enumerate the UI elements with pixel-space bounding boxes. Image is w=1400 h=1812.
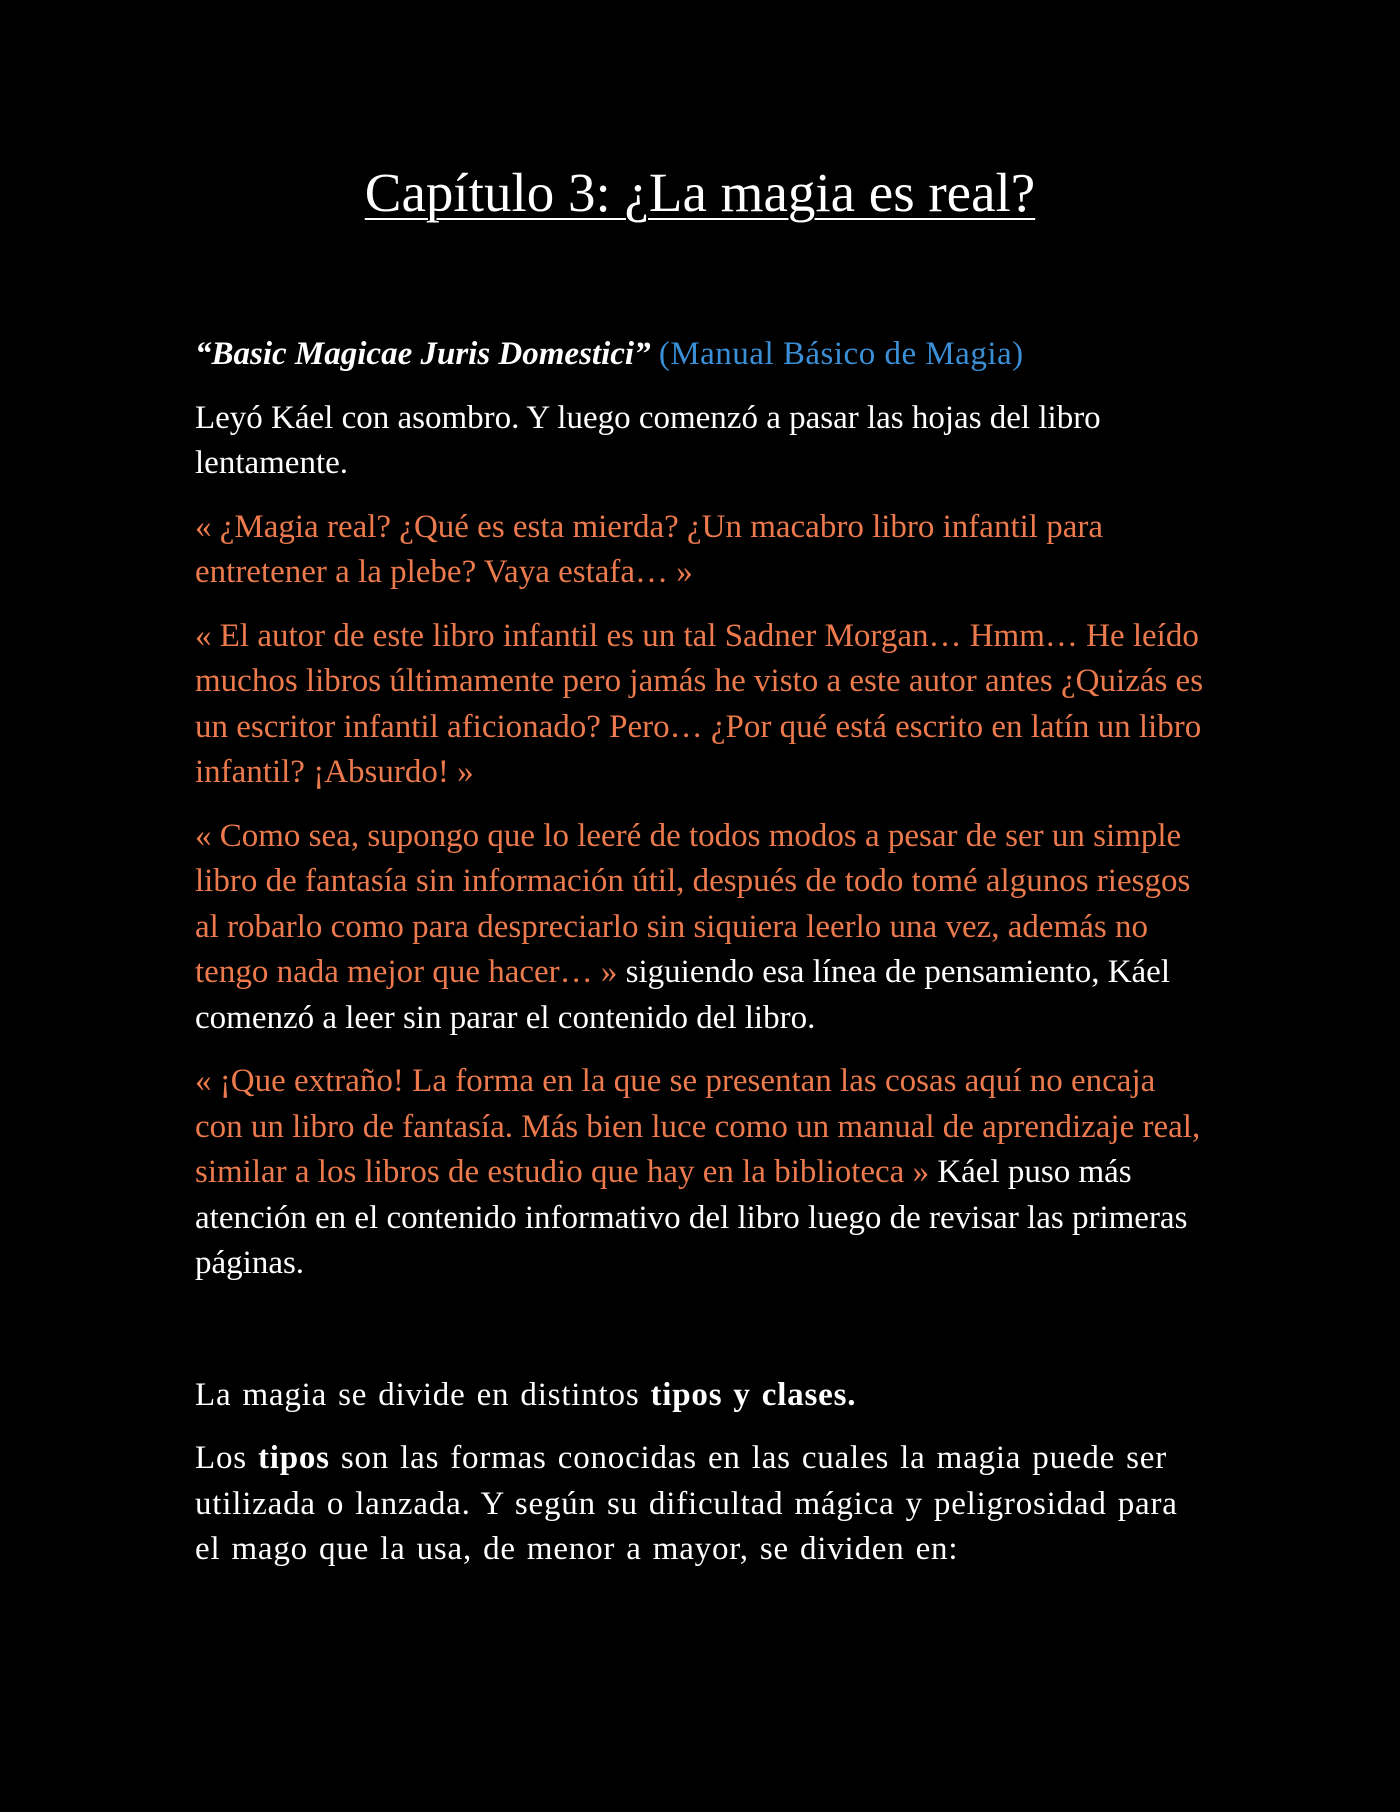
manual-line-1-text: La magia se divide en distintos (195, 1376, 651, 1413)
manual-line-2 (195, 1436, 1205, 1573)
thought-paragraph-4: « Como sea, supongo que lo leeré de todos modos a pesar de ser un simple libro de fantasía sin información útil, después de todo tomé algunos riesgos al robarlo como para despreciarlo sin siquiera leerlo una vez, además no tengo nada mejor que hacer… » (195, 817, 1191, 990)
thought-paragraph-3: « El autor de este libro infantil es un tal Sadner Morgan… Hmm… He leído muchos libros últimamente pero jamás he visto a este autor antes ¿Quizás es un escritor infantil aficionado? Pero… ¿Por qué está escrito en latín un libro infantil? ¡Absurdo! » (195, 617, 1204, 790)
manual-line-2-bold: tipos (257, 1440, 330, 1476)
manual-line-1 (195, 1373, 1205, 1419)
book-title-translation: (Manual Básico de Magia) (658, 336, 1024, 372)
thought-paragraph-5: « ¡Que extraño! La forma en la que se presentan las cosas aquí no encaja con un libro de fantasía. Más bien luce como un manual de aprendizaje real, similar a los libros de estudio que hay en la biblioteca » (195, 1063, 1201, 1190)
chapter-title: Capítulo 3: ¿La magia es real? (364, 162, 1036, 223)
manual-line-2-text-b: son las formas conocidas en las cuales la magia puede ser utilizada o lanzada. Y según su dificultad mágica y peligrosidad para el mago que la usa, de menor a mayor, se dividen en: (195, 1440, 1178, 1567)
paragraph-5 (195, 1059, 1205, 1287)
section-spacer (195, 1305, 1205, 1373)
narration-paragraph-4: siguiendo esa línea de pensamiento, Káel comenzó a leer sin parar el contenido del libro. (195, 954, 1170, 1036)
manual-line-2-text-a: Los (195, 1440, 258, 1476)
manual-line-1-bold: tipos y clases. (650, 1376, 857, 1413)
paragraph-4 (195, 814, 1205, 1042)
thought-paragraph-2: « ¿Magia real? ¿Qué es esta mierda? ¿Un macabro libro infantil para entretener a la plebe? Vaya estafa… » (195, 508, 1103, 590)
chapter-body (195, 332, 1205, 1591)
book-title: “Basic Magicae Juris Domestici” (195, 336, 651, 372)
book-title-line (195, 332, 1205, 378)
paragraph-1: Leyó Káel con asombro. Y luego comenzó a pasar las hojas del libro lentamente. (195, 399, 1101, 481)
narration-paragraph-5: Káel puso más atención en el contenido informativo del libro luego de revisar las primeras páginas. (195, 1154, 1188, 1281)
